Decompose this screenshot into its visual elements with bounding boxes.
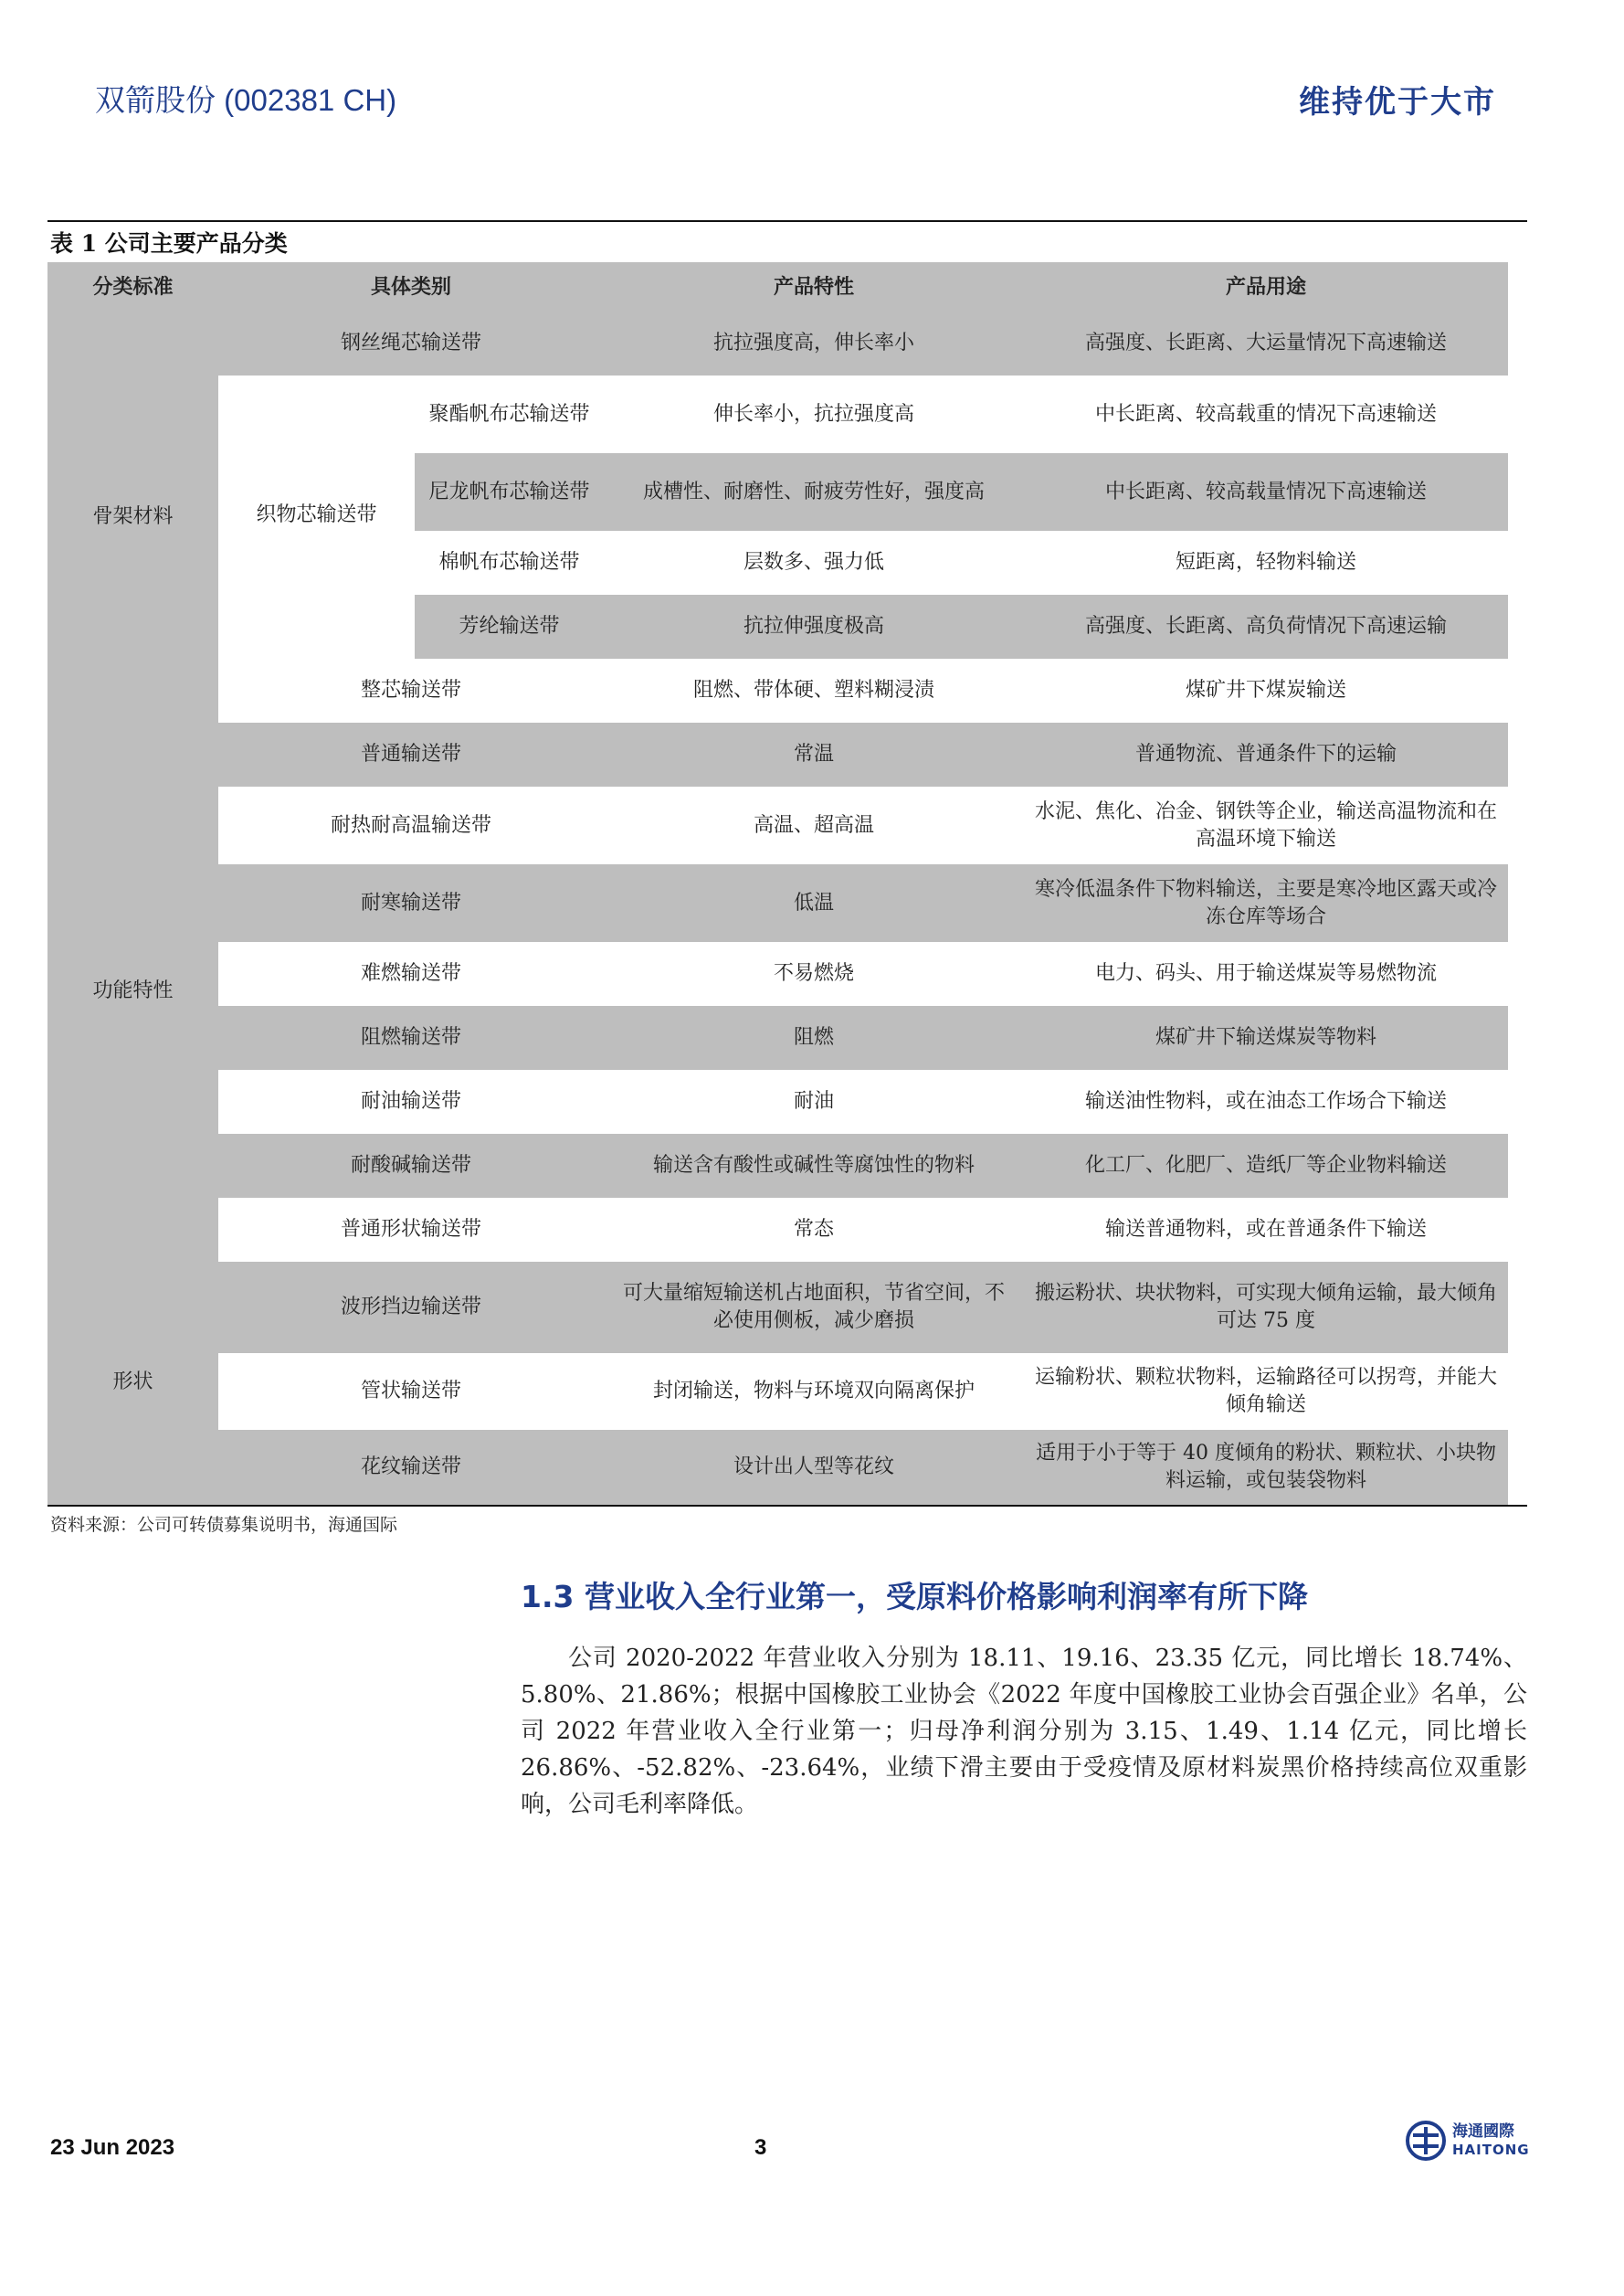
table-title: 表 1 公司主要产品分类 [50, 230, 288, 257]
group-label-function: 功能特性 [92, 979, 174, 1002]
col-header-property: 产品特性 [604, 262, 1024, 312]
table-row-category: 普通输送带 [218, 723, 604, 787]
table-row-property: 伸长率小，抗拉强度高 [712, 402, 914, 426]
haitong-logo [1405, 2120, 1530, 2162]
table-row-category: 耐酸碱输送带 [218, 1134, 604, 1198]
table-row-usage: 煤矿井下煤炭输送 [1185, 679, 1346, 702]
table-row-category: 普通形状输送带 [340, 1218, 481, 1241]
table-row-category: 聚酯帆布芯输送带 [428, 402, 590, 426]
table-row-usage: 中长距离、较高载量情况下高速输送 [1024, 453, 1508, 531]
footer-date: 23 Jun 2023 [50, 2135, 175, 2160]
table-row-category: 耐寒输送带 [218, 864, 604, 942]
section-paragraph: 公司 2020-2022 年营业收入分别为 18.11、19.16、23.35 亿元，同比增长 18.74%、5.80%、21.86%；根据中国橡胶工业协会《2022 年度中国橡胶工业协会百强企业》名单，公司 2022 年营业收入全行业第一；归母净利润分别为 3.15、1.49、1.14 亿元，同比增长 26.86%、-52.82%、-23.64%，业绩下滑主要由于受疫情及原材料炭黑价格持续高位双重影响，公司毛利率降低。 [521, 1645, 1527, 1818]
table-row-property: 不易燃烧 [773, 962, 854, 985]
table-row-usage: 高强度、长距离、高负荷情况下高速运输 [1024, 595, 1508, 659]
col-header-category: 具体类别 [218, 262, 604, 312]
table-row-usage: 短距离，轻物料输送 [1175, 551, 1356, 574]
table-row-category: 波形挡边输送带 [218, 1262, 604, 1353]
table-row-property: 成槽性、耐磨性、耐疲劳性好，强度高 [604, 453, 1024, 531]
table-row-category: 整芯输送带 [360, 679, 461, 702]
header-rating: 维持优于大市 [1299, 84, 1496, 121]
table-row-usage: 高强度、长距离、大运量情况下高速输送 [1024, 312, 1508, 376]
table-row-property: 封闭输送，物料与环境双向隔离保护 [652, 1380, 975, 1402]
table-row-property: 抗拉伸强度极高 [604, 595, 1024, 659]
table-row-usage: 煤矿井下输送煤炭等物料 [1024, 1006, 1508, 1070]
table-row-category: 芳纶输送带 [415, 595, 604, 659]
logo-text-en: HAITONG [1452, 2142, 1530, 2158]
table-row-category: 尼龙帆布芯输送带 [415, 453, 604, 531]
table-row-usage: 化工厂、化肥厂、造纸厂等企业物料输送 [1024, 1134, 1508, 1198]
table-row-category: 耐热耐高温输送带 [330, 813, 491, 837]
table-row-category: 钢丝绳芯输送带 [218, 312, 604, 376]
table-row-usage: 普通物流、普通条件下的运输 [1024, 723, 1508, 787]
table-row-category: 棉帆布芯输送带 [438, 551, 580, 574]
table-top-rule [47, 220, 1527, 222]
table-row-usage: 输送油性物料，或在油态工作场合下输送 [1084, 1090, 1447, 1113]
table-row-property: 高温、超高温 [753, 813, 874, 837]
col-header-standard: 分类标准 [47, 262, 218, 312]
table-row-category: 阻燃输送带 [218, 1006, 604, 1070]
header-ticker: 双箭股份 (002381 CH) [95, 83, 397, 117]
table-row-usage: 运输粉状、颗粒状物料，运输路径可以拐弯，并能大倾角输送 [1035, 1366, 1498, 1416]
table-row-usage: 适用于小于等于 40 度倾角的粉状、颗粒状、小块物料运输，或包装袋物料 [1024, 1430, 1508, 1505]
table-row-property: 设计出人型等花纹 [604, 1430, 1024, 1505]
table-row-property: 常态 [793, 1218, 834, 1241]
section-title: 1.3 营业收入全行业第一，受原料价格影响利润率有所下降 [521, 1579, 1308, 1614]
table-bottom-rule [47, 1505, 1527, 1507]
group-label-skeleton: 骨架材料 [92, 505, 174, 528]
table-row-property: 常温 [604, 723, 1024, 787]
table-row-property: 可大量缩短输送机占地面积，节省空间，不必使用侧板，减少磨损 [604, 1262, 1024, 1353]
logo-text-cn: 海通國際 [1452, 2122, 1514, 2141]
table-row-property: 层数多、强力低 [743, 551, 884, 574]
group-label-shape: 形状 [112, 1370, 153, 1393]
table-row-property: 耐油 [793, 1090, 834, 1113]
table-row-property: 输送含有酸性或碱性等腐蚀性的物料 [604, 1134, 1024, 1198]
table-row-property: 阻燃、带体硬、塑料糊浸渍 [692, 679, 934, 702]
table-row-usage: 寒冷低温条件下物料输送，主要是寒冷地区露天或冷冻仓库等场合 [1024, 864, 1508, 942]
table-row-usage: 水泥、焦化、冶金、钢铁等企业，输送高温物流和在高温环境下输送 [1035, 799, 1498, 851]
table-row-usage: 电力、码头、用于输送煤炭等易燃物流 [1094, 962, 1437, 985]
table-row-category: 难燃输送带 [360, 962, 461, 985]
table-row-usage: 输送普通物料，或在普通条件下输送 [1104, 1218, 1427, 1241]
col-header-usage: 产品用途 [1024, 262, 1508, 312]
table-row-category: 管状输送带 [360, 1380, 461, 1402]
table-row-category: 花纹输送带 [218, 1430, 604, 1505]
page-number: 3 [754, 2135, 767, 2160]
table-source: 资料来源：公司可转债募集说明书，海通国际 [50, 1515, 398, 1535]
table-row-property: 阻燃 [604, 1006, 1024, 1070]
table-row-property: 抗拉强度高，伸长率小 [604, 312, 1024, 376]
haitong-logo-icon [1405, 2120, 1447, 2162]
table-row-category: 耐油输送带 [360, 1090, 461, 1113]
table-row-property: 低温 [604, 864, 1024, 942]
table-row-usage: 中长距离、较高载重的情况下高速输送 [1094, 402, 1437, 426]
sub-group-label-fabric: 织物芯输送带 [256, 503, 377, 526]
table-row-usage: 搬运粉状、块状物料，可实现大倾角运输，最大倾角可达 75 度 [1024, 1262, 1508, 1353]
